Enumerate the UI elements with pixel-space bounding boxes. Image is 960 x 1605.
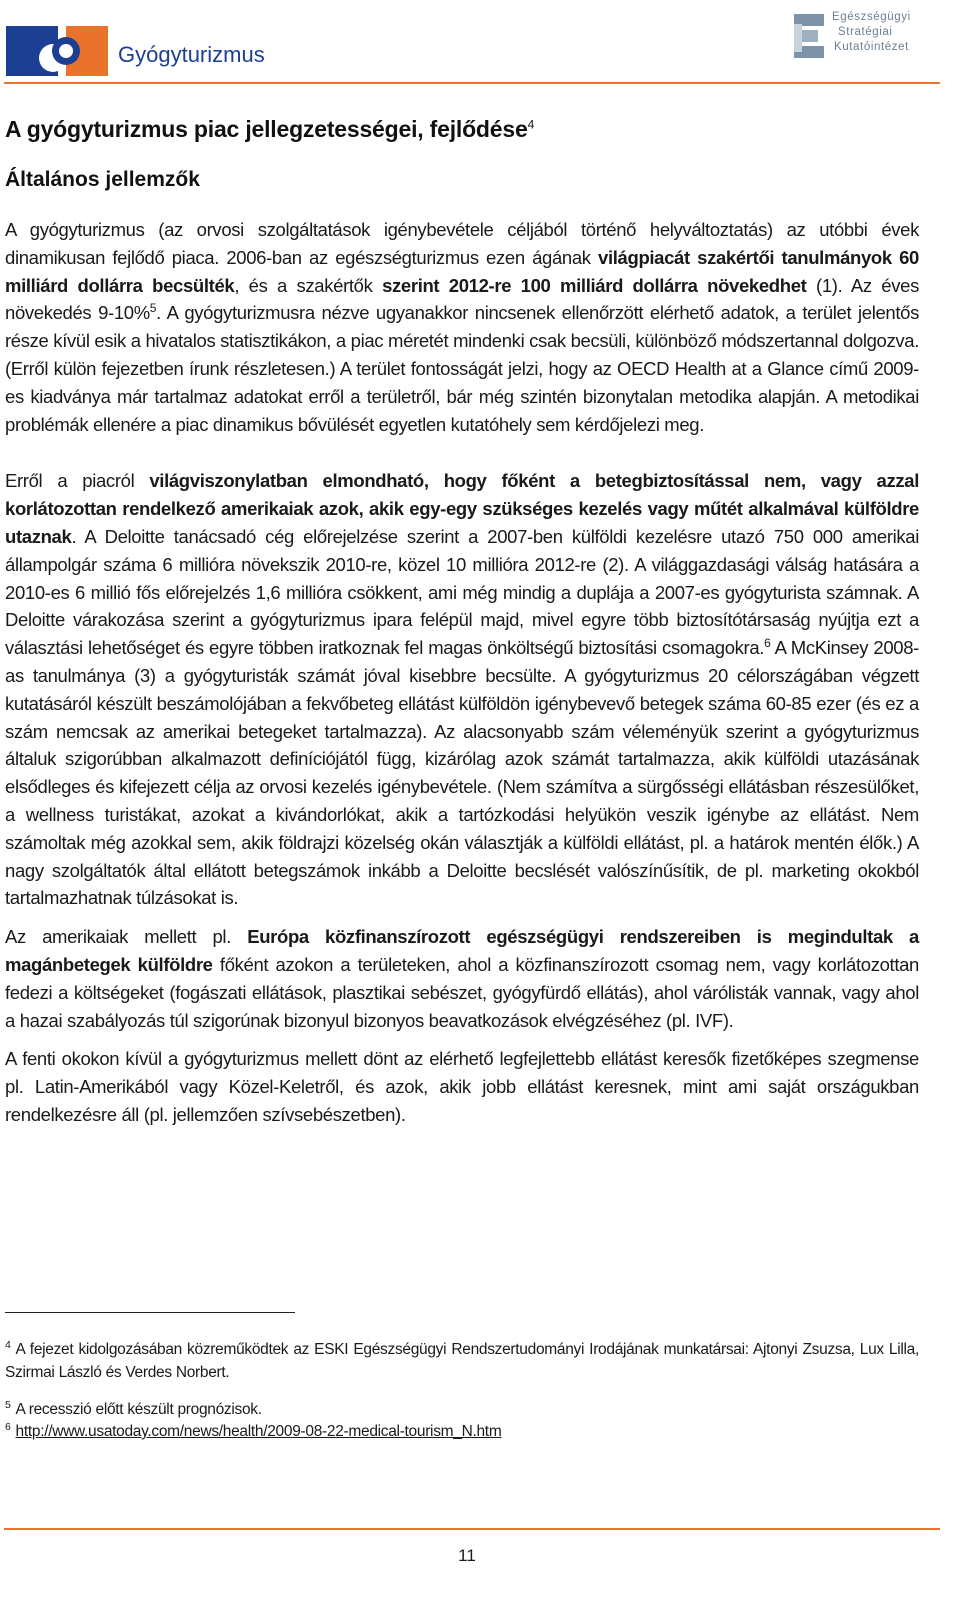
p1-text-1: A gyógyturizmus (az orvosi szolgáltatások igénybevétele céljából történő helyváltoztatás) az utóbbi évek dinamikusan fejlődő piaca. 2006-ban az egészségturizmus ezen ágának (5, 219, 919, 268)
p2-text-2: . A Deloitte tanácsadó cég előrejelzése szerint a 2007-ben külföldi kezelésre utazó 750 000 amerikai állampolgár száma 6 millióra növekszik 2010-re, közel 10 millióra 2012-re (2). A világgazdasági válság hatására a 2010-es 6 millió fős előrejelzés 1,6 millióra csökkent, ami még mindig a duplája a 2007-es gyógyturista számnak. A Deloitte várakozása szerint a gyógyturizmus ipara felépül majd, mivel egyre több biztosítótársaság nyújtja ezt a választási lehetőséget és egyre többen iratkoznak fel magas önköltségű biztosítási csomagokra. (5, 525, 919, 659)
footnote-ref-4[interactable]: 4 (527, 117, 535, 132)
eski-logo-mark (790, 10, 830, 70)
footnote-5-number: 5 (5, 1398, 11, 1411)
footnote-4-number: 4 (5, 1338, 11, 1351)
footnote-divider (5, 1312, 295, 1313)
chapter-title (5, 112, 919, 146)
chapter-title-text: A gyógyturizmus piac jellegzetességei, fejlődése (5, 116, 528, 142)
p1-text-4: . A gyógyturizmusra nézve ugyanakkor nincsenek ellenőrzött elérhető adatok, a terület jelentős része kívül esik a hivatalos statisztikákon, a piac méretét mindenki csak becsüli, különböző módszertannal dolgozva. (Erről külön fejezetben írunk részletesen.) A terület fontosságát jelzi, hogy az OECD Health at a Glance című 2009-es kiadványa már tartalmaz adatokat erről a területről, bár még szintén bizonytalan metodika alapján. A metodikai problémák ellenére a piac dinamikus bővülését egyetlen kutatóhely sem kérdőjelezi meg. (5, 302, 919, 435)
gyogyturizmus-logo (6, 24, 296, 80)
footnote-5-text: A recesszió előtt készült prognózisok. (15, 1401, 262, 1418)
p1-text-3: (1). Az éves növekedés 9-10% (5, 274, 919, 324)
paragraph-1 (5, 216, 919, 438)
p2-text-3: A McKinsey 2008-as tanulmánya (3) a gyógyturisták számát jóval kisebbre becsülte. A gyógyturizmus 20 célországában végzett kutatásáról készült beszámolójában a fekvőbeteg ellátást külföldön igénybevevő betegek száma 60-85 ezer (és ez a szám nemcsak az amerikai betegeket tartalmazza). Az alacsonyabb szám véleményük szerint a gyógyturizmus általuk szigorúbban alkalmazott definíciójától függ, kizárólag azok számát tartalmazza, akik külföldi utazásának elsődleges és kifejezett célja az orvosi kezelés igénybevétele. (Nem számítva a sürgősségi ellátásban részesülőket, a wellness turistákat, azokat a kivándorlókat, akik a tartózkodási helyükön veszik igénybe az ellátást. Nem számoltak még azokkal sem, akik földrajzi közelség okán választják a külföldi ellátást, pl. a határok mentén élők.) A nagy szolgáltatók által ellátott betegszámok inkább a Deloitte becslését valószínűsítik, de pl. marketing okokból tartalmazhatnak túlzásokat is. (5, 637, 919, 909)
footnote-6-link[interactable]: http://www.usatoday.com/news/health/2009-08-22-medical-tourism_N.htm (15, 1423, 502, 1440)
page-header (0, 0, 960, 90)
logo-wordmark: Gyógyturizmus (118, 42, 265, 67)
p2-bold-1: világviszonylatban elmondható, hogy főként a betegbiztosítással nem, vagy azzal korlátozottan rendelkező amerikaiak azok, akik egy-egy szükséges kezelés vagy műtét alkalmával külföldre utaznak (5, 470, 919, 547)
p2-text-1: Erről a piacról (5, 470, 150, 492)
eski-logo (790, 8, 940, 74)
footnote-ref-5[interactable]: 5 (149, 301, 157, 316)
p1-text-2: , és a szakértők (234, 274, 383, 296)
p1-bold-2: szerint 2012-re 100 milliárd dollárra növekedhet (382, 274, 807, 296)
footnotes (5, 1338, 919, 1443)
paragraph-3 (5, 923, 919, 1034)
p3-text-1: Az amerikaiak mellett pl. (5, 926, 248, 948)
p4-text-1: A fenti okokon kívül a gyógyturizmus mellett dönt az elérhető legfejlettebb ellátást keresők fizetőképes szegmense pl. Latin-Amerikából vagy Közel-Keletről, és azok, akik jobb ellátást keresnek, mint ami saját országukban rendelkezésre áll (pl. jellemzően szívsebészetben). (5, 1048, 919, 1125)
eski-line-2: Stratégiai (838, 26, 893, 38)
document-body (5, 112, 919, 1129)
footnote-4-text: A fejezet kidolgozásában közreműködtek az ESKI Egészségügyi Rendszertudományi Irodájának munkatársai: Ajtonyi Zsuzsa, Lux Lilla, Szirmai László és Verdes Norbert. (5, 1341, 919, 1381)
page-number: 11 (458, 1546, 476, 1565)
eski-logo-text (832, 10, 911, 55)
eski-line-3: Kutatóintézet (834, 41, 909, 53)
paragraph-2 (5, 467, 919, 912)
p3-text-2: főként azokon a területeken, ahol a közfinanszírozott csomag nem, vagy korlátozottan fedezi a költségeket (fogászati ellátások, plasztikai sebészet, gyógyfürdő ellátás), ahol várólisták vannak, vagy ahol a hazai szabályozás túl szigorúnak bizonyul bizonyos beavatkozások elvégzéséhez (pl. IVF). (5, 953, 919, 1031)
eski-line-1: Egészségügyi (832, 11, 911, 23)
footnote-6-number: 6 (5, 1420, 11, 1433)
header-divider (4, 82, 940, 84)
p1-bold-1: világpiacát szakértői tanulmányok 60 milliárd dollárra becsülték (5, 246, 919, 296)
footnote-ref-6[interactable]: 6 (764, 636, 771, 650)
section-heading: Általános jellemzők (5, 168, 200, 191)
footnote-5 (5, 1398, 919, 1421)
footnote-4 (5, 1338, 919, 1384)
footnote-6 (5, 1420, 919, 1443)
p3-bold-1: Európa közfinanszírozott egészségügyi rendszereiben is megindultak a magánbetegek külföldre (5, 926, 919, 975)
paragraph-4 (5, 1045, 919, 1128)
footer-divider (4, 1528, 940, 1530)
